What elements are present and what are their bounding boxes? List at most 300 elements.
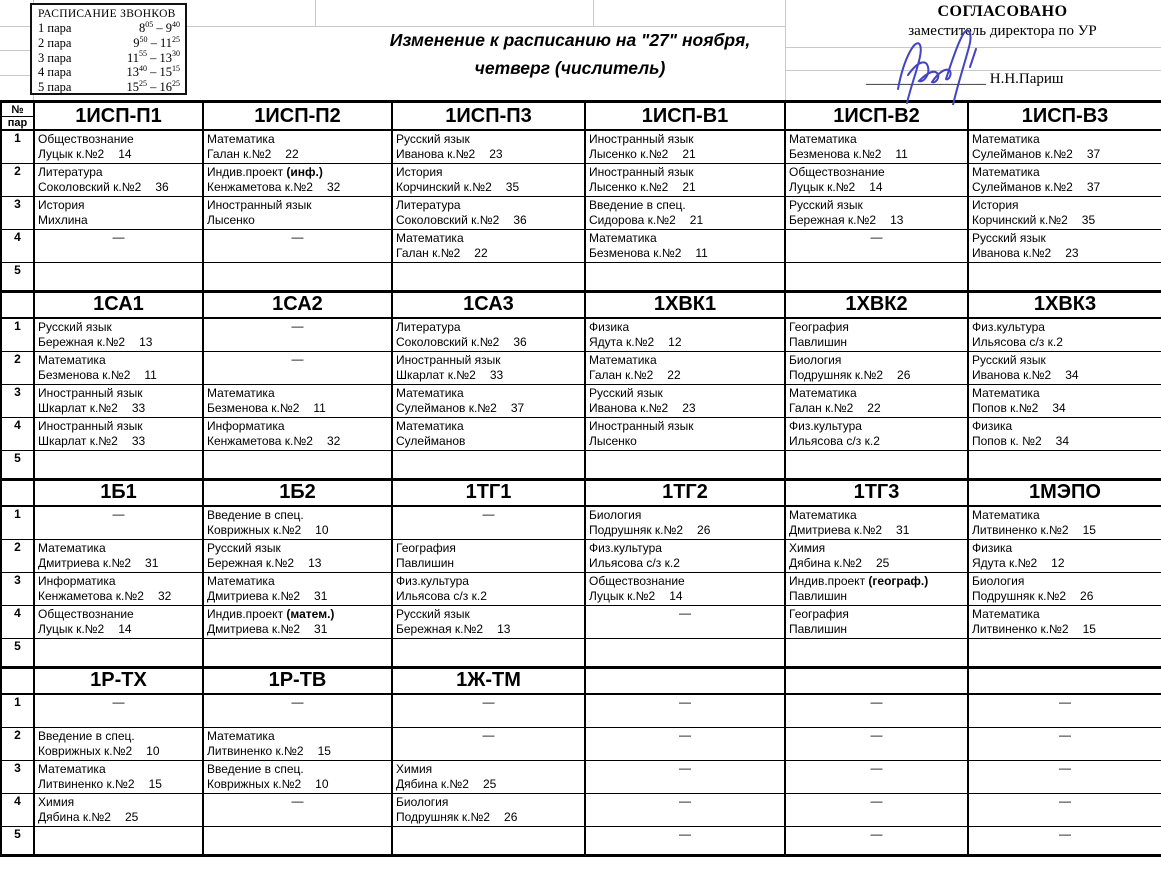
subject-text: Русский язык <box>972 230 1046 245</box>
teacher-text: Лысенко <box>207 212 255 227</box>
subject-text: История <box>38 197 85 212</box>
teacher-text: Галан к.№2 22 <box>589 367 681 382</box>
pair-number-cell: 5 <box>1 638 34 667</box>
subject-text: Литература <box>396 320 461 334</box>
room-number: 13 <box>497 621 511 636</box>
group-header-cell: 1Р-ТХ <box>34 667 203 694</box>
teacher-text: Дябина к.№2 25 <box>789 555 890 570</box>
group-header-cell: 1ТГ3 <box>785 479 968 506</box>
subject-text: Математика <box>207 728 275 743</box>
lesson-cell <box>585 163 785 196</box>
empty-cell <box>585 450 785 479</box>
empty-cell <box>392 450 585 479</box>
teacher-text: Павлишин <box>789 621 848 636</box>
subject-text: Физика <box>972 418 1013 433</box>
bell-row <box>38 36 180 51</box>
subject-text: Иностранный язык <box>589 164 694 179</box>
subject-text: История <box>972 197 1019 212</box>
lesson-cell <box>203 539 392 572</box>
teacher-text: Шкарлат к.№2 33 <box>38 433 146 448</box>
lesson-cell <box>585 572 785 605</box>
teacher-text: Безменова к.№2 11 <box>589 245 708 260</box>
subject-text: География <box>396 540 456 555</box>
subject-text: Литература <box>396 197 461 212</box>
teacher-text: Иванова к.№2 23 <box>972 245 1079 260</box>
subject-text: Физ.культура <box>789 418 862 433</box>
teacher-text: Сулейманов к.№2 37 <box>972 179 1101 194</box>
room-number: 10 <box>315 776 329 791</box>
page-title-line1: Изменение к расписанию на "27" ноября, <box>389 30 751 50</box>
dash-cell: — <box>203 318 392 351</box>
group-header-cell: 1ИСП-В3 <box>968 102 1161 131</box>
approval-heading: СОГЛАСОВАНО <box>937 3 1068 20</box>
teacher-text: Сулейманов к.№2 37 <box>396 400 525 415</box>
empty-cell <box>392 262 585 291</box>
lesson-cell <box>392 417 585 450</box>
teacher-text: Соколовский к.№2 36 <box>396 335 527 349</box>
lesson-cell <box>203 727 392 760</box>
lesson-cell <box>392 793 585 826</box>
subject-text: География <box>789 320 849 334</box>
dash-cell: — <box>968 793 1161 826</box>
dash-cell: — <box>34 506 203 539</box>
lesson-cell <box>392 229 585 262</box>
teacher-text: Бережная к.№2 13 <box>207 555 322 570</box>
room-number: 10 <box>315 523 329 537</box>
group-header-cell: 1ТГ2 <box>585 479 785 506</box>
subject-text: Математика <box>972 164 1040 179</box>
subject-text: Физика <box>589 320 630 334</box>
empty-cell <box>34 262 203 291</box>
approver-name: Н.Н.Париш <box>989 71 1064 87</box>
bell-row-time: $8^{05} - 9^{40}$ <box>139 19 180 35</box>
bell-row <box>38 80 180 95</box>
lesson-cell <box>585 506 785 539</box>
teacher-text: Сидорова к.№2 21 <box>589 212 704 227</box>
bell-row-label: 1 пара <box>38 21 72 35</box>
teacher-text: Безменова к.№2 11 <box>207 400 326 415</box>
subject-text: Математика <box>972 385 1040 400</box>
bell-schedule-rows <box>38 21 180 95</box>
subject-text: Математика <box>396 230 464 245</box>
room-number: 23 <box>489 147 503 161</box>
subject-text: Русский язык <box>396 606 470 621</box>
dash-cell: — <box>34 229 203 262</box>
group-header-cell <box>585 667 785 694</box>
pair-number-cell: 4 <box>1 605 34 638</box>
subject-text: Обществознание <box>589 573 685 588</box>
pair-number-cell: 1 <box>1 694 34 727</box>
subject-text: Математика <box>38 761 106 776</box>
dash-cell: — <box>585 694 785 727</box>
lesson-cell <box>968 417 1161 450</box>
room-number: 22 <box>285 147 299 161</box>
lesson-cell <box>585 130 785 163</box>
subject-text: Введение в спец. <box>38 728 135 743</box>
dash-cell: — <box>392 727 585 760</box>
group-header-cell <box>968 667 1161 694</box>
teacher-text: Безменова к.№2 11 <box>38 367 157 382</box>
lesson-cell <box>785 572 968 605</box>
lesson-cell <box>34 572 203 605</box>
dash-cell: — <box>785 694 968 727</box>
empty-cell <box>392 826 585 855</box>
teacher-text: Ильясова с/з к.2 <box>972 335 1063 349</box>
room-number: 22 <box>474 245 488 260</box>
lesson-cell <box>785 605 968 638</box>
subject-text: География <box>789 606 849 621</box>
group-header-cell: 1ХВК3 <box>968 291 1161 318</box>
lesson-cell <box>968 196 1161 229</box>
teacher-text: Безменова к.№2 11 <box>789 147 908 161</box>
group-header-cell: 1ХВК1 <box>585 291 785 318</box>
lesson-cell <box>585 539 785 572</box>
room-number: 31 <box>145 555 159 570</box>
subject-text: Математика <box>207 132 275 146</box>
subject-text: Математика <box>789 508 857 522</box>
bell-row-time: $9^{50} - 11^{25}$ <box>133 34 180 50</box>
lesson-cell <box>785 351 968 384</box>
room-number: 14 <box>669 588 683 603</box>
teacher-text: Соколовский к.№2 36 <box>396 212 527 227</box>
lesson-cell <box>968 351 1161 384</box>
pair-number-header <box>1 291 34 318</box>
teacher-text: Лысенко <box>589 433 637 448</box>
lesson-cell <box>34 760 203 793</box>
approval-role: заместитель директора по УР <box>908 23 1097 39</box>
lesson-cell <box>585 229 785 262</box>
dash-cell: — <box>392 694 585 727</box>
subject-text: Индив.проект (матем.) <box>207 606 335 621</box>
room-number: 25 <box>124 809 139 824</box>
empty-cell <box>203 262 392 291</box>
room-number: 34 <box>1055 433 1070 448</box>
dash-cell: — <box>585 727 785 760</box>
room-number: 25 <box>875 555 890 570</box>
subject-text: Химия <box>396 761 433 776</box>
lesson-cell <box>392 318 585 351</box>
subject-text: Обществознание <box>38 606 134 621</box>
lesson-cell <box>785 384 968 417</box>
dash-cell: — <box>785 760 968 793</box>
subject-text: Физ.культура <box>396 573 469 588</box>
room-number: 26 <box>897 367 911 382</box>
room-number: 11 <box>144 367 157 382</box>
bell-schedule <box>30 3 187 95</box>
lesson-cell <box>203 417 392 450</box>
subject-text: Физ.культура <box>589 540 662 555</box>
dash-cell: — <box>968 826 1161 855</box>
empty-cell <box>585 262 785 291</box>
teacher-text: Литвиненко к.№2 15 <box>207 743 331 758</box>
empty-cell <box>34 450 203 479</box>
teacher-text: Лысенко к.№2 21 <box>589 179 696 194</box>
teacher-text: Галан к.№2 22 <box>396 245 488 260</box>
bell-row-label: 5 пара <box>38 80 72 95</box>
lesson-cell <box>34 417 203 450</box>
room-number: 33 <box>489 367 504 382</box>
subject-text: Биология <box>972 573 1025 588</box>
empty-cell <box>968 262 1161 291</box>
teacher-text: Дмитриева к.№2 31 <box>38 555 159 570</box>
dash-cell: — <box>203 229 392 262</box>
subject-text: Химия <box>38 794 75 809</box>
room-number: 23 <box>682 400 696 415</box>
room-number: 12 <box>1051 555 1065 570</box>
empty-cell <box>968 450 1161 479</box>
dash-cell: — <box>585 605 785 638</box>
pair-number-cell: 2 <box>1 351 34 384</box>
subject-text: Математика <box>789 132 857 146</box>
lesson-cell <box>785 163 968 196</box>
subject-text: Математика <box>589 352 657 367</box>
subject-text: Биология <box>589 508 642 522</box>
bell-row-label: 3 пара <box>38 50 72 65</box>
pair-number-cell: 3 <box>1 196 34 229</box>
empty-cell <box>34 638 203 667</box>
empty-cell <box>785 450 968 479</box>
group-header-cell: 1СА3 <box>392 291 585 318</box>
lesson-cell <box>203 572 392 605</box>
bell-row-time: $11^{55} - 13^{30}$ <box>126 49 180 65</box>
dash-cell: — <box>203 793 392 826</box>
bell-row-label: 4 пара <box>38 65 72 80</box>
bell-row <box>38 21 180 36</box>
room-number: 14 <box>869 179 883 194</box>
teacher-text: Кенжаметова к.№2 32 <box>207 179 341 194</box>
subject-text: Обществознание <box>789 164 885 179</box>
room-number: 15 <box>1082 621 1096 636</box>
subject-text: Математика <box>789 385 857 400</box>
subject-text: Информатика <box>207 418 285 433</box>
subject-text: Химия <box>789 540 826 555</box>
room-number: 26 <box>504 809 518 824</box>
lesson-cell <box>785 417 968 450</box>
room-number: 33 <box>131 400 146 415</box>
group-header-cell: 1МЭПО <box>968 479 1161 506</box>
lesson-cell <box>34 384 203 417</box>
teacher-text: Луцык к.№2 14 <box>789 179 883 194</box>
room-number: 32 <box>157 588 172 603</box>
pair-number-cell: 4 <box>1 229 34 262</box>
room-number: 13 <box>890 212 904 227</box>
lesson-cell <box>392 760 585 793</box>
pair-number-header: № пар <box>1 102 34 131</box>
teacher-text: Лысенко к.№2 21 <box>589 147 696 161</box>
teacher-text: Ильясова с/з к.2 <box>589 555 680 570</box>
teacher-text: Литвиненко к.№2 15 <box>38 776 162 791</box>
dash-cell: — <box>968 760 1161 793</box>
pair-number-cell: 2 <box>1 163 34 196</box>
empty-cell <box>203 450 392 479</box>
group-header-cell: 1Р-ТВ <box>203 667 392 694</box>
subject-text: Математика <box>38 540 106 555</box>
teacher-text: Павлишин <box>396 555 455 570</box>
lesson-cell <box>34 351 203 384</box>
room-number: 13 <box>308 555 322 570</box>
room-number: 31 <box>314 588 328 603</box>
teacher-text: Коврижных к.№2 10 <box>38 743 160 758</box>
teacher-text: Ильясова с/з к.2 <box>396 588 487 603</box>
subject-text: Математика <box>972 606 1040 621</box>
lesson-cell <box>34 196 203 229</box>
page-title <box>245 26 895 82</box>
group-header-cell: 1Ж-ТМ <box>392 667 585 694</box>
room-number: 22 <box>867 400 881 415</box>
lesson-cell <box>392 196 585 229</box>
bell-row <box>38 65 180 80</box>
lesson-cell <box>203 506 392 539</box>
schedule-table <box>0 100 1161 857</box>
subject-text: Русский язык <box>972 352 1046 367</box>
lesson-cell <box>785 318 968 351</box>
lesson-cell <box>968 130 1161 163</box>
room-number: 26 <box>697 523 711 537</box>
lesson-cell <box>392 605 585 638</box>
lesson-cell <box>34 605 203 638</box>
subject-text: Математика <box>38 352 106 367</box>
subject-text: Иностранный язык <box>38 385 143 400</box>
lesson-cell <box>203 760 392 793</box>
subject-text: Иностранный язык <box>38 418 143 433</box>
room-number: 36 <box>513 212 527 227</box>
teacher-text: Подрушняк к.№2 26 <box>396 809 518 824</box>
pair-number-cell: 1 <box>1 506 34 539</box>
room-number: 32 <box>326 433 341 448</box>
teacher-text: Павлишин <box>789 588 848 603</box>
room-number: 37 <box>1086 179 1101 194</box>
grid-line <box>0 50 33 51</box>
teacher-text: Луцык к.№2 14 <box>589 588 683 603</box>
lesson-cell <box>203 605 392 638</box>
pair-number-cell: 3 <box>1 572 34 605</box>
teacher-text: Подрушняк к.№2 26 <box>589 523 711 537</box>
group-header-cell: 1ИСП-В2 <box>785 102 968 131</box>
room-number: 35 <box>505 179 520 194</box>
subject-text: Иностранный язык <box>396 352 501 367</box>
subject-text: Обществознание <box>38 132 134 146</box>
approval-block <box>850 3 1155 88</box>
lesson-cell <box>968 163 1161 196</box>
lesson-cell <box>968 539 1161 572</box>
teacher-text: Шкарлат к.№2 33 <box>396 367 504 382</box>
empty-cell <box>785 638 968 667</box>
teacher-text: Сулейманов к.№2 37 <box>972 147 1101 161</box>
lesson-cell <box>34 793 203 826</box>
subject-text: Математика <box>207 385 275 400</box>
lesson-cell <box>785 539 968 572</box>
room-number: 21 <box>689 212 704 227</box>
teacher-text: Бережная к.№2 13 <box>396 621 511 636</box>
lesson-cell <box>34 163 203 196</box>
room-number: 37 <box>1086 147 1101 161</box>
pair-number-cell: 2 <box>1 539 34 572</box>
teacher-text: Дмитриева к.№2 31 <box>207 588 328 603</box>
subject-text: Индив.проект (географ.) <box>789 573 929 588</box>
bell-row-label: 2 пара <box>38 35 72 50</box>
pair-number-cell: 1 <box>1 130 34 163</box>
grid-line <box>315 0 316 26</box>
lesson-cell <box>968 384 1161 417</box>
teacher-text: Михлина <box>38 212 88 227</box>
teacher-text: Литвиненко к.№2 15 <box>972 621 1096 636</box>
lesson-cell <box>203 130 392 163</box>
lesson-cell <box>34 727 203 760</box>
room-number: 31 <box>314 621 328 636</box>
room-number: 37 <box>510 400 525 415</box>
room-number: 35 <box>1081 212 1096 227</box>
group-header-cell: 1ИСП-П2 <box>203 102 392 131</box>
dash-cell: — <box>968 694 1161 727</box>
lesson-cell <box>785 130 968 163</box>
group-header-cell: 1ТГ1 <box>392 479 585 506</box>
room-number: 15 <box>148 776 162 791</box>
lesson-cell <box>968 572 1161 605</box>
group-header-cell: 1Б1 <box>34 479 203 506</box>
teacher-text: Иванова к.№2 23 <box>589 400 696 415</box>
lesson-cell <box>585 351 785 384</box>
dash-cell: — <box>585 826 785 855</box>
subject-text: Введение в спец. <box>207 761 304 776</box>
page-header <box>0 0 1161 100</box>
subject-text: Иностранный язык <box>207 197 312 212</box>
lesson-cell <box>585 318 785 351</box>
lesson-cell <box>785 196 968 229</box>
teacher-text: Ядута к.№2 12 <box>972 555 1065 570</box>
dash-cell: — <box>392 506 585 539</box>
teacher-text: Павлишин <box>789 335 848 349</box>
lesson-cell <box>392 351 585 384</box>
lesson-cell <box>968 605 1161 638</box>
subject-text: Русский язык <box>396 132 470 146</box>
subject-text: Биология <box>396 794 449 809</box>
dash-cell: — <box>585 760 785 793</box>
empty-cell <box>392 638 585 667</box>
bell-row-time: $13^{40} - 15^{15}$ <box>126 64 180 80</box>
group-header-cell: 1ИСП-П3 <box>392 102 585 131</box>
subject-text: Литература <box>38 164 103 179</box>
empty-cell <box>968 638 1161 667</box>
empty-cell <box>785 262 968 291</box>
teacher-text: Попов к. №2 34 <box>972 433 1070 448</box>
room-number: 26 <box>1080 588 1094 603</box>
teacher-text: Иванова к.№2 34 <box>972 367 1079 382</box>
room-number: 31 <box>896 523 910 537</box>
pair-number-cell: 5 <box>1 450 34 479</box>
lesson-cell <box>585 384 785 417</box>
pair-number-cell: 3 <box>1 760 34 793</box>
room-number: 36 <box>513 335 527 349</box>
empty-cell <box>585 638 785 667</box>
teacher-text: Ядута к.№2 12 <box>589 335 682 349</box>
room-number: 32 <box>326 179 341 194</box>
dash-cell: — <box>785 229 968 262</box>
pair-number-cell: 4 <box>1 417 34 450</box>
bell-row <box>38 51 180 66</box>
subject-text: Физика <box>972 540 1013 555</box>
pair-number-cell: 2 <box>1 727 34 760</box>
room-number: 34 <box>1052 400 1066 415</box>
pair-number-cell: 3 <box>1 384 34 417</box>
lesson-cell <box>392 130 585 163</box>
room-number: 13 <box>139 335 153 349</box>
dash-cell: — <box>34 694 203 727</box>
empty-cell <box>203 826 392 855</box>
bell-schedule-title: РАСПИСАНИЕ ЗВОНКОВ <box>38 8 176 20</box>
subject-text: Русский язык <box>207 540 281 555</box>
grid-line <box>0 75 33 76</box>
lesson-cell <box>585 196 785 229</box>
